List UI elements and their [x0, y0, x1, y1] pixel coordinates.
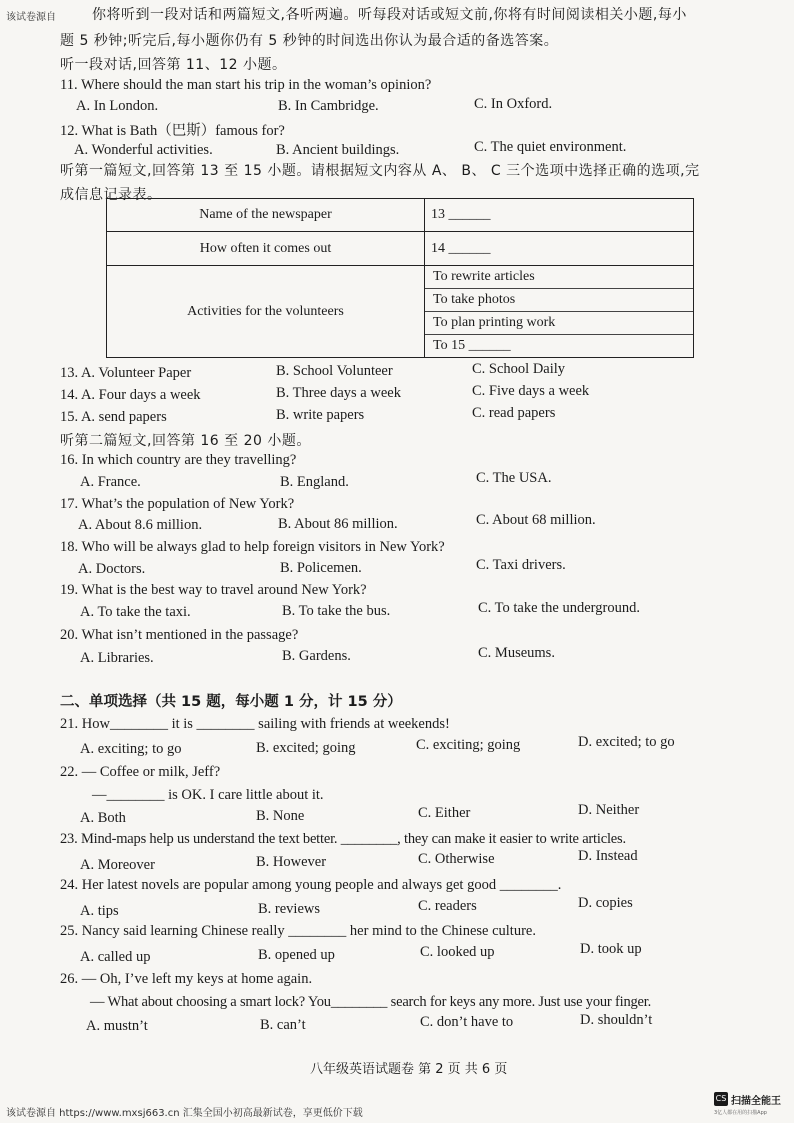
question-23-option-b: B. However: [256, 854, 327, 870]
activity-item: To rewrite articles: [425, 266, 693, 289]
question-23-option-d: D. Instead: [578, 848, 638, 864]
question-11-option-c: C. In Oxford.: [474, 96, 553, 112]
question-18-option-c: C. Taxi drivers.: [476, 557, 566, 573]
question-23-option-c: C. Otherwise: [418, 851, 495, 867]
question-18-option-a: A. Doctors.: [78, 561, 146, 577]
question-22-stem-line-2: —________ is OK. I care little about it.: [92, 787, 324, 803]
question-25-stem: 25. Nancy said learning Chinese really ________ her mind to the Chinese culture.: [60, 923, 536, 939]
question-13-option-c: C. School Daily: [472, 361, 566, 377]
question-25-option-d: D. took up: [580, 941, 642, 957]
question-24-option-b: B. reviews: [258, 901, 321, 917]
question-13-option-b: B. School Volunteer: [276, 363, 393, 379]
question-23-option-a: A. Moreover: [80, 857, 155, 873]
question-26-option-b: B. can’t: [260, 1017, 306, 1033]
question-26-stem-line-2: — What about choosing a smart lock? You________ search for keys any more. Just use your finger.: [90, 994, 652, 1010]
question-12-option-a: A. Wonderful activities.: [74, 142, 213, 158]
question-20-stem: 20. What isn’t mentioned in the passage?: [60, 627, 299, 643]
watermark-source-footer: 该试卷源自 https://www.mxsj663.cn 汇集全国小初高最新试卷，享更低价下载: [6, 1108, 363, 1119]
section-2-heading: 二、单项选择（共 15 题，每小题 1 分，计 15 分）: [60, 694, 402, 710]
question-19-option-c: C. To take the underground.: [478, 600, 640, 616]
question-25-option-b: B. opened up: [258, 947, 335, 963]
table-blank-14: 14 ______: [425, 232, 694, 266]
camscanner-badge-icon: CS: [714, 1092, 728, 1106]
question-18-option-b: B. Policemen.: [280, 560, 362, 576]
passage-1-intro-line-1: 听第一篇短文,回答第 13 至 15 小题。请根据短文内容从 A、 B、 C 三个选项中选择正确的选项,完: [60, 163, 700, 179]
table-blank-13: 13 ______: [425, 199, 694, 232]
question-15-option-a: 15. A. send papers: [60, 409, 167, 425]
question-22-option-c: C. Either: [418, 805, 471, 821]
question-21-option-a: A. exciting; to go: [80, 741, 182, 757]
question-21-stem: 21. How________ it is ________ sailing with friends at weekends!: [60, 716, 450, 732]
question-21-option-b: B. excited; going: [256, 740, 356, 756]
question-14-option-b: B. Three days a week: [276, 385, 401, 401]
question-22-option-b: B. None: [256, 808, 305, 824]
question-18-stem: 18. Who will be always glad to help foreign visitors in New York?: [60, 539, 445, 555]
question-26-stem: 26. — Oh, I’ve left my keys at home again.: [60, 971, 313, 987]
question-16-option-c: C. The USA.: [476, 470, 552, 486]
camscanner-logo: [714, 1092, 786, 1118]
question-17-option-c: C. About 68 million.: [476, 512, 596, 528]
question-14-option-a: 14. A. Four days a week: [60, 387, 201, 403]
instruction-line-2: 题 5 秒钟;听完后,每小题你仍有 5 秒钟的时间选出你认为最合适的备选答案。: [60, 33, 559, 49]
page-footer: 八年级英语试题卷 第 2 页 共 6 页: [310, 1062, 508, 1077]
camscanner-logo-subtext: 3亿人都在用的扫描App: [714, 1110, 767, 1116]
question-12-stem: 12. What is Bath（巴斯）famous for?: [60, 123, 285, 139]
table-label-frequency: How often it comes out: [107, 232, 425, 266]
question-19-stem: 19. What is the best way to travel around New York?: [60, 582, 367, 598]
question-20-option-a: A. Libraries.: [80, 650, 154, 666]
question-16-stem: 16. In which country are they travelling?: [60, 452, 297, 468]
question-26-option-a: A. mustn’t: [86, 1018, 148, 1034]
passage-1-intro-line-2: 成信息记录表。: [60, 187, 162, 203]
activity-item-blank-15: To 15 ______: [433, 338, 511, 353]
activity-item: To take photos: [425, 289, 693, 312]
table-label-activities: Activities for the volunteers: [107, 266, 425, 358]
question-11-option-a: A. In London.: [76, 98, 159, 114]
instruction-line-1: 你将听到一段对话和两篇短文,各听两遍。听每段对话或短文前,你将有时间阅读相关小题,每小: [92, 7, 687, 23]
activity-item: To plan printing work: [425, 312, 693, 335]
question-24-option-d: D. copies: [578, 895, 633, 911]
question-20-option-b: B. Gardens.: [282, 648, 351, 664]
question-21-option-d: D. excited; to go: [578, 734, 675, 750]
question-13-option-a: 13. A. Volunteer Paper: [60, 365, 192, 381]
question-15-option-c: C. read papers: [472, 405, 556, 421]
question-24-option-c: C. readers: [418, 898, 477, 914]
question-20-option-c: C. Museums.: [478, 645, 555, 661]
question-24-option-a: A. tips: [80, 903, 119, 919]
question-21-option-c: C. exciting; going: [416, 737, 521, 753]
camscanner-logo-text: 扫描全能王: [731, 1096, 781, 1107]
watermark-source: 该试卷源自: [6, 12, 56, 23]
question-11-option-b: B. In Cambridge.: [278, 98, 379, 114]
question-26-option-c: C. don’t have to: [420, 1014, 514, 1030]
question-11-stem: 11. Where should the man start his trip in the woman’s opinion?: [60, 77, 432, 93]
question-24-stem: 24. Her latest novels are popular among young people and always get good ________.: [60, 877, 562, 893]
question-22-option-a: A. Both: [80, 810, 126, 826]
table-label-newspaper: Name of the newspaper: [107, 199, 425, 232]
info-record-table: [106, 198, 694, 358]
passage-2-intro: 听第二篇短文,回答第 16 至 20 小题。: [60, 433, 311, 449]
table-activities-cell: [425, 266, 694, 358]
question-12-option-b: B. Ancient buildings.: [276, 142, 400, 158]
dialogue-intro: 听一段对话,回答第 11、12 小题。: [60, 57, 287, 73]
question-19-option-b: B. To take the bus.: [282, 603, 391, 619]
question-16-option-a: A. France.: [80, 474, 141, 490]
question-16-option-b: B. England.: [280, 474, 349, 490]
question-17-option-b: B. About 86 million.: [278, 516, 398, 532]
question-14-option-c: C. Five days a week: [472, 383, 590, 399]
question-26-option-d: D. shouldn’t: [580, 1012, 653, 1028]
question-19-option-a: A. To take the taxi.: [80, 604, 191, 620]
question-12-option-c: C. The quiet environment.: [474, 139, 627, 155]
question-23-stem: 23. Mind-maps help us understand the text better. ________, they can make it easier to write articles.: [60, 831, 626, 847]
question-15-option-b: B. write papers: [276, 407, 365, 423]
question-22-option-d: D. Neither: [578, 802, 640, 818]
question-17-option-a: A. About 8.6 million.: [78, 517, 203, 533]
question-25-option-a: A. called up: [80, 949, 151, 965]
question-25-option-c: C. looked up: [420, 944, 495, 960]
question-22-stem: 22. — Coffee or milk, Jeff?: [60, 764, 221, 780]
question-17-stem: 17. What’s the population of New York?: [60, 496, 295, 512]
